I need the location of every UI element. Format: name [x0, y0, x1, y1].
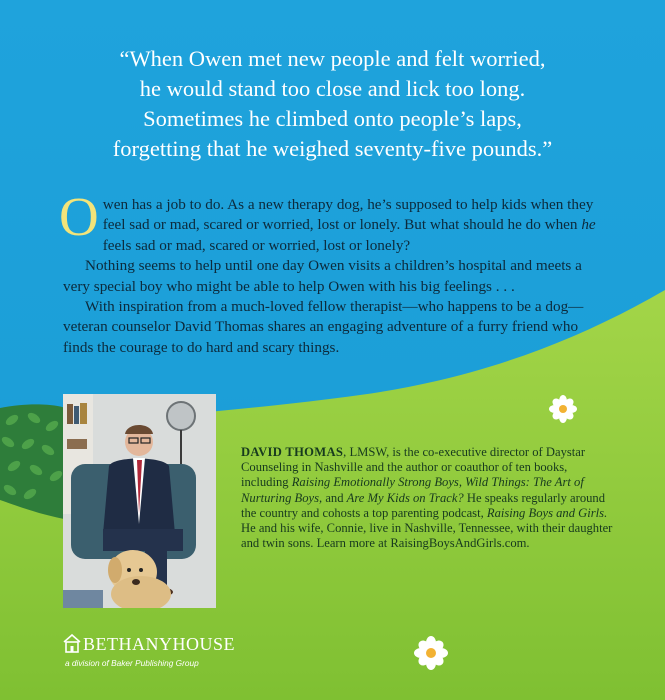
publisher-logo [63, 632, 253, 674]
description-emphasis: he [581, 216, 596, 234]
pull-quote [40, 44, 625, 164]
description-paragraph [59, 186, 608, 256]
author-photo [63, 394, 216, 608]
house-logo-icon [63, 633, 81, 653]
author-bio [241, 445, 616, 551]
podcast-title: Raising Boys and Girls. [486, 505, 608, 520]
publisher-name: BETHANYHOUSE [83, 634, 235, 654]
author-bio-text: He speaks regularly around the country and cohosts a top parenting podcast, [241, 490, 606, 520]
book-description [59, 186, 608, 358]
author-bio-text: , LMSW, is the co-executive director of Daystar Counseling in Nashville and the author or coauthor of ten books, including [241, 445, 586, 490]
drop-cap: O [59, 186, 99, 247]
quote-line: “When Owen met new people and felt worried, [119, 46, 546, 71]
description-text: wen has a job to do. As a new therapy dog, he’s supposed to help kids when they feel sad or mad, scared or worried, lost or lonely. But what should he do when [102, 196, 594, 234]
book-title: Are My Kids on Track? [346, 490, 464, 505]
author-bio-text: He and his wife, Connie, live in Nashville, Tennessee, with their daughter and twin sons. Learn more at RaisingBoysAndGirls.com. [241, 521, 613, 551]
book-title: Raising Emotionally Strong Boys, Wild Things: The Art of Nurturing Boys, [241, 475, 584, 505]
description-paragraph: Nothing seems to help until one day Owen visits a children’s hospital and meets a very special boy who might be able to help Owen with his big feelings . . . [63, 257, 582, 295]
quote-line: Sometimes he climbed onto people’s laps, [143, 106, 522, 131]
quote-line: forgetting that he weighed seventy-five pounds.” [112, 136, 553, 161]
author-photo-illustration [63, 394, 216, 608]
description-paragraph: With inspiration from a much-loved fellow therapist—who happens to be a dog—veteran counselor David Thomas shares an engaging adventure of a furry friend who finds the courage to do hard and scary things. [63, 298, 584, 356]
author-bio-text: and [322, 490, 347, 505]
author-bio-paragraph [241, 445, 616, 551]
author-name: DAVID THOMAS [241, 445, 344, 459]
description-text: feels sad or mad, scared or worried, lost or lonely? [102, 236, 411, 254]
quote-line: he would stand too close and lick too long. [139, 76, 526, 101]
publisher-tagline: a division of Baker Publishing Group [65, 658, 199, 668]
